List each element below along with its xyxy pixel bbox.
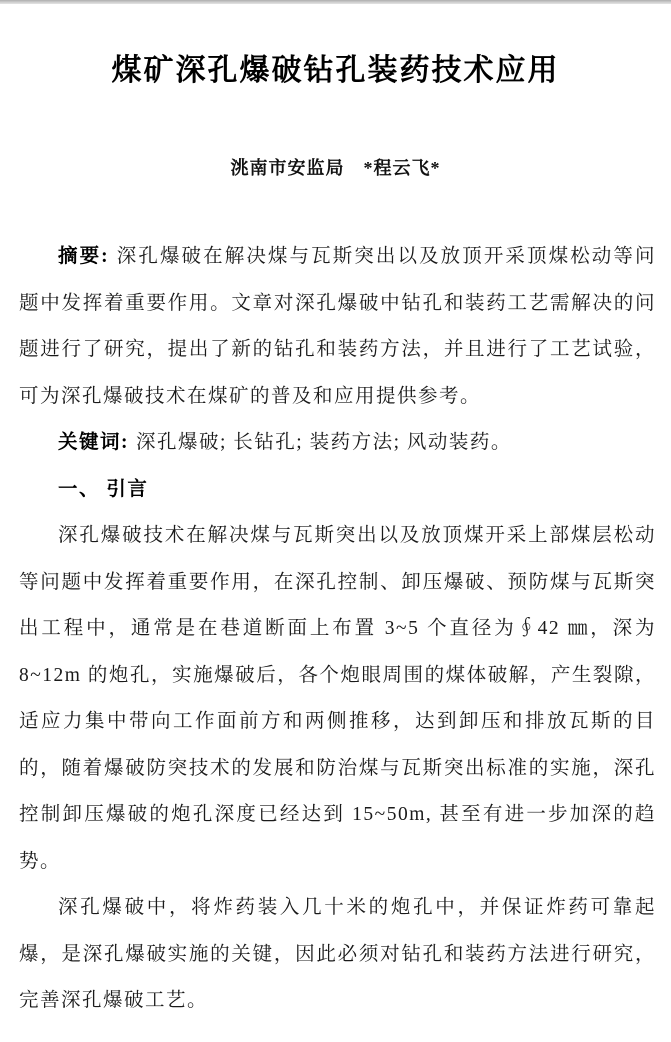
window-top-edge [0,0,671,4]
abstract-paragraph [19,234,656,420]
keywords-text: 深孔爆破; 长钻孔; 装药方法; 风动装药。 [136,432,512,453]
section-heading-introduction: 一、 引言 [58,478,149,500]
keywords-label: 关键词: [58,432,129,453]
author-line: 洮南市安监局 *程云飞* [230,158,441,178]
abstract-text: 深孔爆破在解决煤与瓦斯突出以及放顶开采顶煤松动等问题中发挥着重要作用。文章对深孔爆破中钻孔和装药工艺需解决的问题进行了研究，提出了新的钻孔和装药方法，并且进行了工艺试验，可为深孔爆破技术在煤矿的普及和应用提供参考。 [19,246,656,407]
body-paragraph: 深孔爆破技术在解决煤与瓦斯突出以及放顶煤开采上部煤层松动等问题中发挥着重要作用，在深孔控制、卸压爆破、预防煤与瓦斯突出工程中，通常是在巷道断面上布置 3~5 个直径为∮42 ㎜，深为 8~12m 的炮孔，实施爆破后，各个炮眼周围的煤体破解，产生裂隙，适应力集中带向工作面前方和两侧推移，达到卸压和排放瓦斯的目的，随着爆破防突技术的发展和防治煤与瓦斯突出标准的实施，深孔控制卸压爆破的炮孔深度已经达到 15~50m, 甚至有进一步加深的趋势。 [19,525,656,872]
body-paragraph: 深孔爆破中，将炸药装入几十米的炮孔中，并保证炸药可靠起爆，是深孔爆破实施的关键，因此必须对钻孔和装药方法进行研究，完善深孔爆破工艺。 [19,897,656,1011]
document-title: 煤矿深孔爆破钻孔装药技术应用 [111,54,560,87]
abstract-label: 摘要: [58,246,110,267]
document-body [19,234,656,1025]
document-page [0,48,671,1025]
keywords-paragraph [19,420,656,467]
